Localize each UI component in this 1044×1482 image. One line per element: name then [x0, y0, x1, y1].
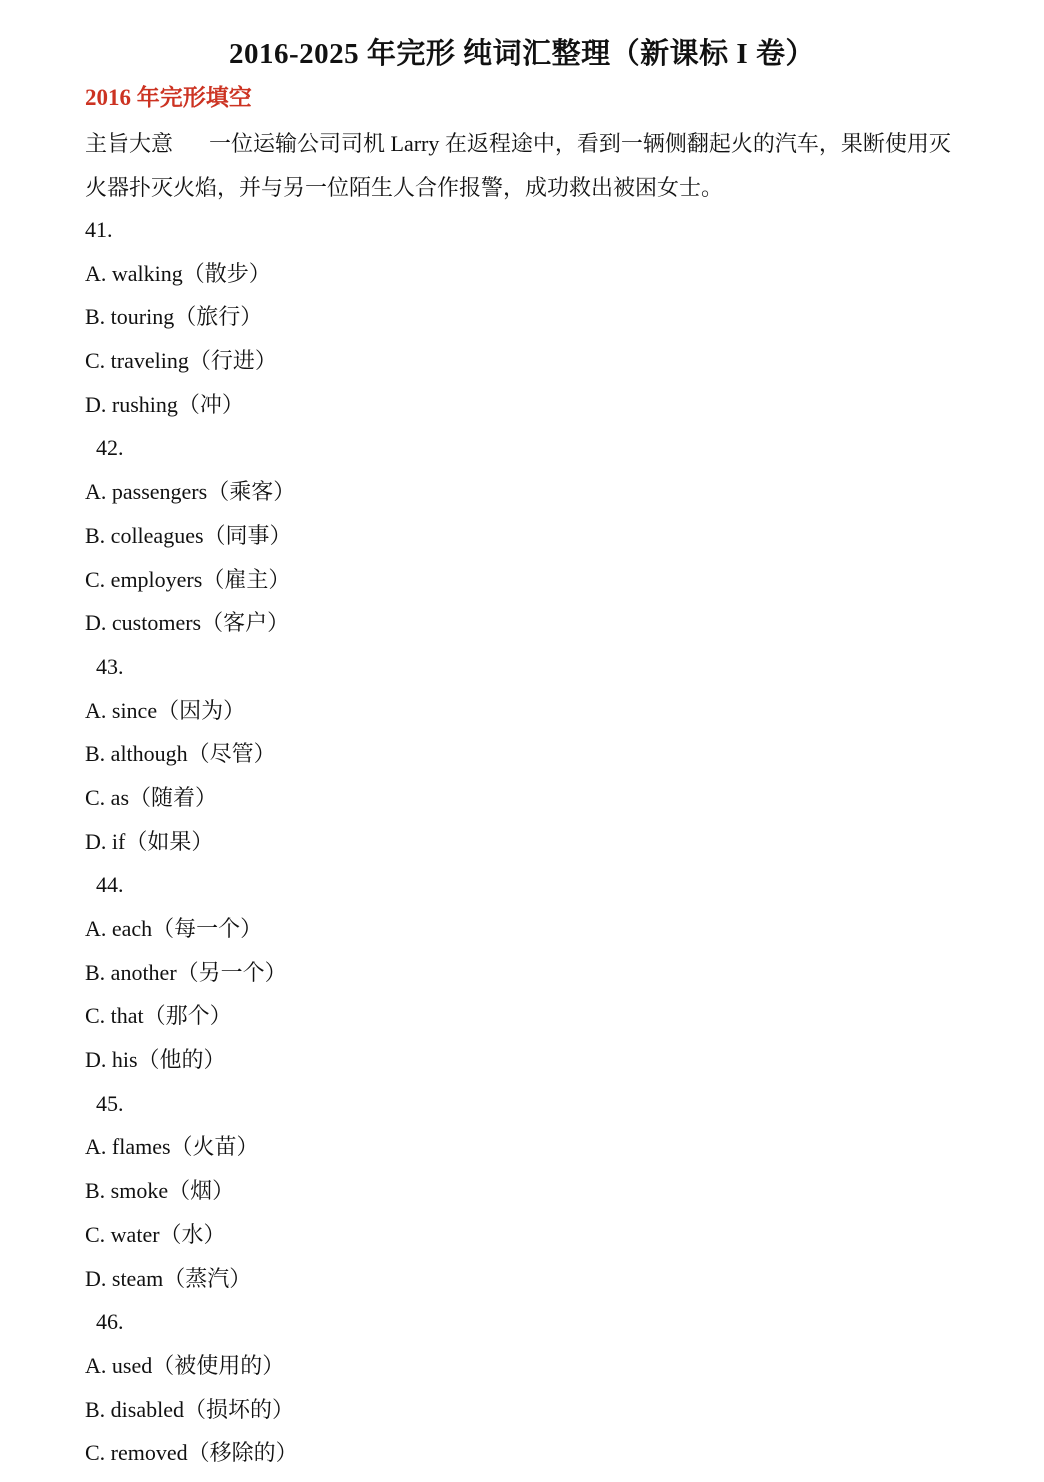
- answer-option: C. water（水）: [85, 1221, 226, 1247]
- question-item: [85, 208, 965, 426]
- question-number: 41.: [85, 217, 113, 242]
- answer-option: D. steam（蒸汽）: [85, 1265, 252, 1291]
- answer-option: D. his（他的）: [85, 1047, 226, 1073]
- question-number: 45.: [96, 1090, 124, 1116]
- summary-label: 主旨大意: [85, 131, 174, 156]
- answer-option: A. each（每一个）: [85, 916, 263, 941]
- answer-option: D. rushing（冲）: [85, 391, 244, 417]
- answer-option: C. employers（雇主）: [85, 566, 291, 592]
- answer-option: D. if（如果）: [85, 828, 214, 854]
- document-title: 2016-2025 年完形 纯词汇整理（新课标 I 卷）: [229, 38, 815, 70]
- answer-option: C. traveling（行进）: [85, 348, 277, 374]
- answer-option: A. walking（散步）: [85, 260, 271, 286]
- answer-option: C. removed（移除的）: [85, 1440, 298, 1466]
- summary-paragraph: [85, 122, 965, 210]
- answer-option: A. flames（火苗）: [85, 1134, 259, 1160]
- question-number: 43.: [96, 653, 124, 679]
- summary-text: 一位运输公司司机 Larry 在返程途中，看到一辆侧翻起火的汽车，果断使用灭火器扑灭火焰，并与另一位陌生人合作报警，成功救出被困女士。: [85, 131, 951, 200]
- question-item: [85, 645, 965, 863]
- answer-option: B. although（尽管）: [85, 741, 276, 767]
- answer-option: D. customers（客户）: [85, 610, 290, 636]
- answer-option: C. as（随着）: [85, 784, 218, 810]
- question-list: [85, 208, 965, 1475]
- answer-option: A. passengers（乘客）: [85, 479, 296, 505]
- answer-option: A. since（因为）: [85, 697, 246, 723]
- answer-option: B. smoke（烟）: [85, 1178, 235, 1204]
- answer-option: B. another（另一个）: [85, 959, 287, 985]
- question-item: [85, 426, 965, 644]
- answer-option: A. used（被使用的）: [85, 1352, 285, 1378]
- answer-option: C. that（那个）: [85, 1003, 232, 1029]
- question-number: 46.: [96, 1309, 124, 1335]
- question-item: [85, 1082, 965, 1300]
- question-number: 44.: [96, 872, 124, 898]
- answer-option: B. colleagues（同事）: [85, 522, 292, 548]
- section-title: 2016 年完形填空: [85, 85, 252, 110]
- question-item: [85, 863, 965, 1081]
- question-item: [85, 1300, 965, 1475]
- answer-option: B. touring（旅行）: [85, 304, 263, 330]
- answer-option: B. disabled（损坏的）: [85, 1396, 294, 1422]
- question-number: 42.: [96, 435, 124, 461]
